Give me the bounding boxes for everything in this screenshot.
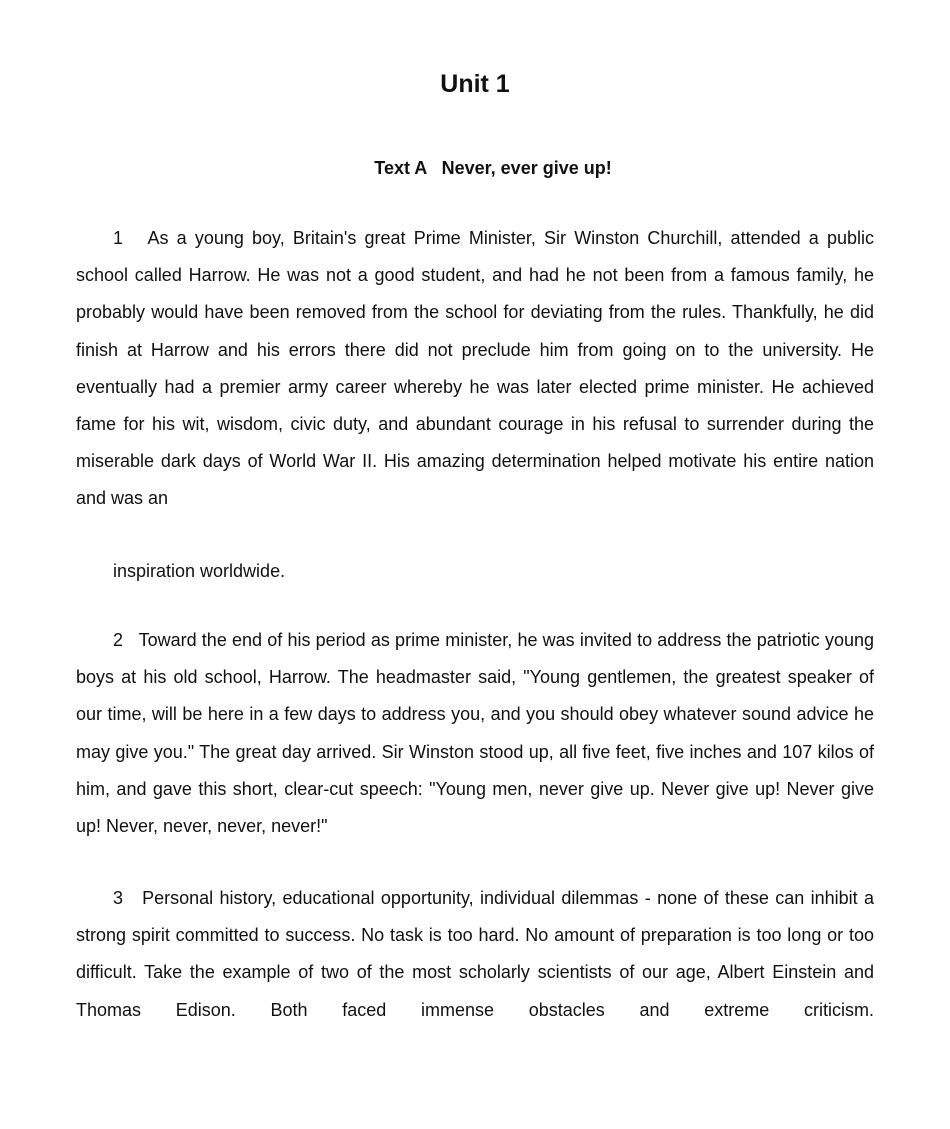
paragraph-2 <box>76 622 874 845</box>
paragraph-3 <box>76 880 874 1029</box>
paragraph-number: 2 <box>113 630 124 650</box>
paragraph-number: 3 <box>113 888 124 908</box>
unit-title: Unit 1 <box>440 70 510 98</box>
paragraph-1 <box>76 220 874 518</box>
paragraph-text: As a young boy, Britain's great Prime Minister, Sir Winston Churchill, attended a public school called Harrow. He was not a good student, and had he not been from a famous family, he probably would have been removed from the school for deviating from the rules. Thankfully, he did finish at Harrow and his errors there did not preclude him from going on to the university. He eventually had a premier army career whereby he was later elected prime minister. He achieved fame for his wit, wisdom, civic duty, and abundant courage in his refusal to surrender during the miserable dark days of World War II. His amazing determination helped motivate his entire nation and was an <box>76 228 874 509</box>
paragraph-1-continuation: inspiration worldwide. <box>113 561 286 581</box>
paragraph-number: 1 <box>113 228 124 248</box>
text-title: Text A Never, ever give up! <box>374 158 612 178</box>
paragraph-text: Toward the end of his period as prime minister, he was invited to address the patriotic young boys at his old school, Harrow. The headmaster said, "Young gentlemen, the greatest speaker of our time, will be here in a few days to address you, and you should obey whatever sound advice he may give you." The great day arrived. Sir Winston stood up, all five feet, five inches and 107 kilos of him, and gave this short, clear-cut speech: "Young men, never give up. Never give up! Never give up! Never, never, never, never!" <box>76 630 874 837</box>
paragraph-text: Personal history, educational opportunity, individual dilemmas - none of these can inhibit a strong spirit committed to success. No task is too hard. No amount of preparation is too long or too difficult. Take the example of two of the most scholarly scientists of our age, Albert Einstein and Thomas Edison. Both faced immense obstacles and extreme criticism. <box>76 888 874 1020</box>
